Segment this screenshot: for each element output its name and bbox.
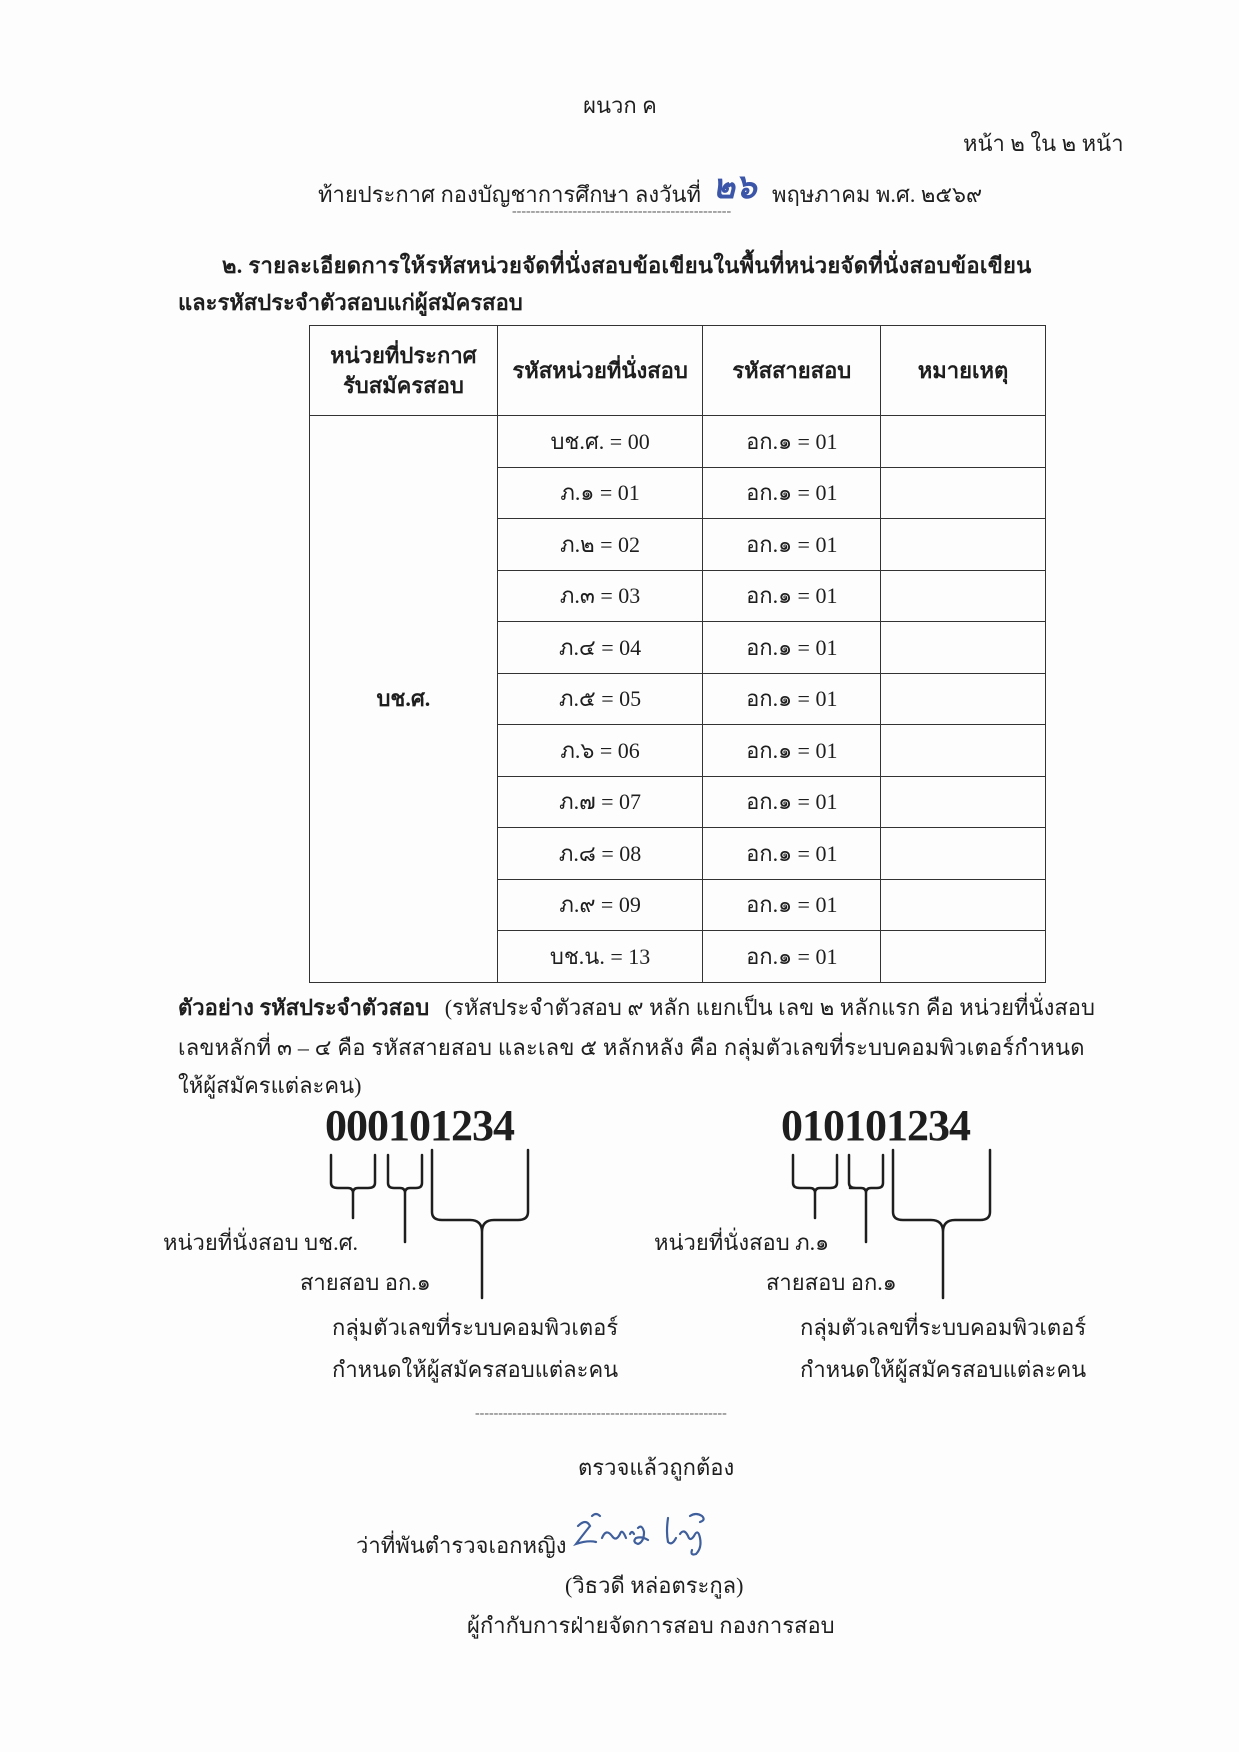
left-line-label: สายสอบ อก.๑ [300, 1270, 431, 1295]
seat-code-cell: ภ.๖ = 06 [497, 725, 703, 777]
bracket-right-line [849, 1155, 883, 1242]
section-title-line2: และรหัสประจำตัวสอบแก่ผู้สมัครสอบ [178, 290, 523, 315]
header-unit-line1: หน่วยที่ประกาศ [330, 342, 477, 368]
bracket-left-unit [331, 1155, 375, 1218]
right-line-label: สายสอบ อก.๑ [766, 1270, 897, 1295]
right-unit-label: หน่วยที่นั่งสอบ ภ.๑ [654, 1230, 830, 1255]
line-code-cell: อก.๑ = 01 [703, 776, 881, 828]
line-code-cell: อก.๑ = 01 [703, 622, 881, 674]
line-code-cell: อก.๑ = 01 [703, 879, 881, 931]
seat-code-cell: ภ.๗ = 07 [497, 776, 703, 828]
bracket-left-group [432, 1150, 528, 1298]
line-code-cell: อก.๑ = 01 [703, 570, 881, 622]
line-code-cell: อก.๑ = 01 [703, 519, 881, 571]
left-group-label-1: กลุ่มตัวเลขที่ระบบคอมพิวเตอร์ [332, 1315, 619, 1340]
bracket-right-unit [793, 1155, 837, 1218]
footer-divider: ------------------------------------------------------ [475, 1406, 727, 1421]
example-desc-line3: ให้ผู้สมัครแต่ละคน) [178, 1073, 362, 1098]
announcement-suffix: พฤษภาคม พ.ศ. ๒๕๖๙ [772, 182, 983, 207]
line-code-cell: อก.๑ = 01 [703, 931, 881, 983]
right-group-label-1: กลุ่มตัวเลขที่ระบบคอมพิวเตอร์ [800, 1315, 1087, 1340]
seat-code-cell: ภ.๘ = 08 [497, 828, 703, 880]
seat-code-cell: ภ.๒ = 02 [497, 519, 703, 571]
line-code-cell: อก.๑ = 01 [703, 467, 881, 519]
section-title-line1: ๒. รายละเอียดการให้รหัสหน่วยจัดที่นั่งสอบข้อเขียนในพื้นที่หน่วยจัดที่นั่งสอบข้อเขียน [222, 253, 1032, 278]
example-code-right: 010101234 [781, 1101, 970, 1150]
annex-title: ผนวก ค [583, 93, 657, 118]
bracket-right-group [893, 1150, 990, 1298]
header-line-code: รหัสสายสอบ [703, 326, 881, 416]
seat-code-cell: ภ.๙ = 09 [497, 879, 703, 931]
signer-name: (วิธวดี หล่อตระกูล) [565, 1573, 744, 1598]
line-code-cell: อก.๑ = 01 [703, 673, 881, 725]
line-code-cell: อก.๑ = 01 [703, 828, 881, 880]
seat-code-cell: ภ.๔ = 04 [497, 622, 703, 674]
line-code-cell: อก.๑ = 01 [703, 725, 881, 777]
left-group-label-2: กำหนดให้ผู้สมัครสอบแต่ละคน [332, 1357, 619, 1382]
announcement-prefix: ท้ายประกาศ กองบัญชาการศึกษา ลงวันที่ [318, 182, 702, 207]
left-unit-label: หน่วยที่นั่งสอบ บช.ศ. [163, 1230, 359, 1255]
seat-code-cell: ภ.๓ = 03 [497, 570, 703, 622]
handwritten-day: ๒๖ [712, 169, 757, 206]
seat-code-cell: บช.น. = 13 [497, 931, 703, 983]
signer-rank: ว่าที่พันตำรวจเอกหญิง [356, 1533, 567, 1558]
page-info: หน้า ๒ ใน ๒ หน้า [963, 131, 1124, 156]
seat-code-cell: ภ.๑ = 01 [497, 467, 703, 519]
header-unit-line2: รับสมัครสอบ [342, 372, 464, 398]
right-group-label-2: กำหนดให้ผู้สมัครสอบแต่ละคน [800, 1357, 1087, 1382]
signature-image [572, 1508, 722, 1558]
header-remark: หมายเหตุ [881, 326, 1046, 416]
seat-code-cell: บช.ศ. = 00 [497, 416, 703, 468]
signer-position: ผู้กำกับการฝ่ายจัดการสอบ กองการสอบ [467, 1613, 835, 1638]
unit-cell: บช.ศ. [310, 416, 498, 983]
line-code-cell: อก.๑ = 01 [703, 416, 881, 468]
verified-text: ตรวจแล้วถูกต้อง [578, 1455, 735, 1480]
example-label: ตัวอย่าง รหัสประจำตัวสอบ [178, 995, 430, 1020]
example-desc-line2: เลขหลักที่ ๓ – ๔ คือ รหัสสายสอบ และเลข ๕ หลักหลัง คือ กลุ่มตัวเลขที่ระบบคอมพิวเตอร์กำหนด [178, 1035, 1085, 1060]
bracket-left-line [388, 1155, 422, 1242]
header-seat-code: รหัสหน่วยที่นั่งสอบ [497, 326, 703, 416]
example-code-left: 000101234 [325, 1101, 514, 1150]
header-divider: ----------------------------------------------- [512, 204, 732, 219]
example-desc-line1: (รหัสประจำตัวสอบ ๙ หลัก แยกเป็น เลข ๒ หลักแรก คือ หน่วยที่นั่งสอบ [444, 995, 1095, 1020]
seat-code-cell: ภ.๕ = 05 [497, 673, 703, 725]
